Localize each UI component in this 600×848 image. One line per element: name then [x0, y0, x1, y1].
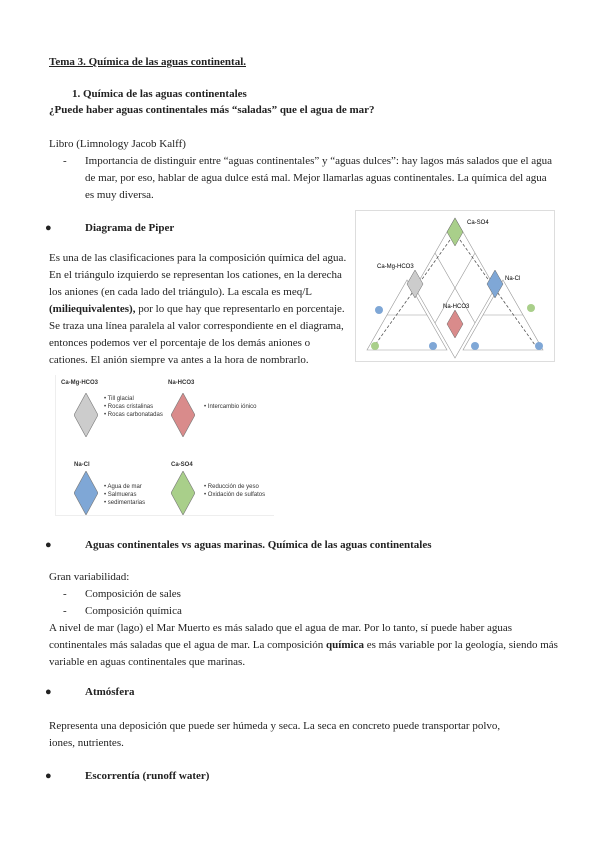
section-heading: ● Aguas continentales vs aguas marinas. Química de las aguas continentales	[45, 539, 432, 551]
paragraph: Representa una deposición que puede ser húmeda y seca. La seca en concreto puede transportar polvo, iones, nutrientes.	[49, 720, 501, 749]
piper-heading: ● Diagrama de Piper	[45, 222, 175, 234]
piper-paragraph: Es una de las clasificaciones para la composición química del agua. En el triángulo izquierdo se representan los cationes, en la derecha los aniones (en cada lado del triángulo). La escala es meq/L (miliequivalentes), por lo que hay que representarlo en porcentaje. Se traza una línea paralela al valor correspondiente en el diagrama, entonces podemos ver el porcentaje de los demás aniones o cationes. El anión siempre va antes a la hora de nombrarlo.	[49, 252, 347, 366]
paragraph: Gran variabilidad:	[49, 571, 130, 583]
document-title: Tema 3. Química de las aguas continental.	[49, 56, 246, 68]
question-heading: ¿Puede haber aguas continentales más “saladas” que el agua de mar?	[49, 104, 375, 116]
piper-legend-image: Ca-Mg-HCO3 • Till glacial • Rocas cristalinas • Rocas carbonatadas Na-HCO3 • Intercambio iónico Na-Cl • Agua de mar • Salmueras • sedimentarias Ca-SO4 • Reducción de yeso • Oxidación de sulfatos	[55, 375, 274, 516]
section-heading: ● Atmósfera	[45, 686, 135, 698]
list-item-text: Importancia de distinguir entre “aguas continentales” y “aguas dulces”: hay lagos más salados que el agua de mar, por eso, hablar de agua dulce está mal. Mejor llamarlas aguas continentales. La química del agua es muy diversa.	[85, 155, 553, 201]
piper-diagram	[355, 210, 555, 362]
list-item: - Composición química	[63, 605, 182, 617]
label-na-hco3: Na-HCO3	[443, 304, 470, 310]
section-heading: 1. Química de las aguas continentales	[72, 88, 247, 100]
label-na-cl: Na-Cl	[505, 276, 521, 282]
list-item: - Importancia de distinguir entre “aguas continentales” y “aguas dulces”: hay lagos más salados que el agua de mar, por eso, hablar de agua dulce está mal. Mejor llamarlas aguas continentales. La química del agua es muy diversa.	[63, 155, 553, 201]
label-ca-mg-hco3: Ca-Mg-HCO3	[377, 264, 414, 270]
paragraph: A nivel de mar (lago) el Mar Muerto es más salado que el agua de mar. Por lo tanto, sí puede haber aguas continentales más saladas que el agua de mar. La composición química es más variable por la geología, siendo más variable en aguas continentales que marinas.	[49, 622, 558, 668]
list-item: - Composición de sales	[63, 588, 181, 600]
book-reference: Libro (Limnology Jacob Kalff)	[49, 138, 186, 150]
section-heading: ● Escorrentía (runoff water)	[45, 770, 210, 782]
label-ca-so4: Ca-SO4	[467, 220, 489, 226]
